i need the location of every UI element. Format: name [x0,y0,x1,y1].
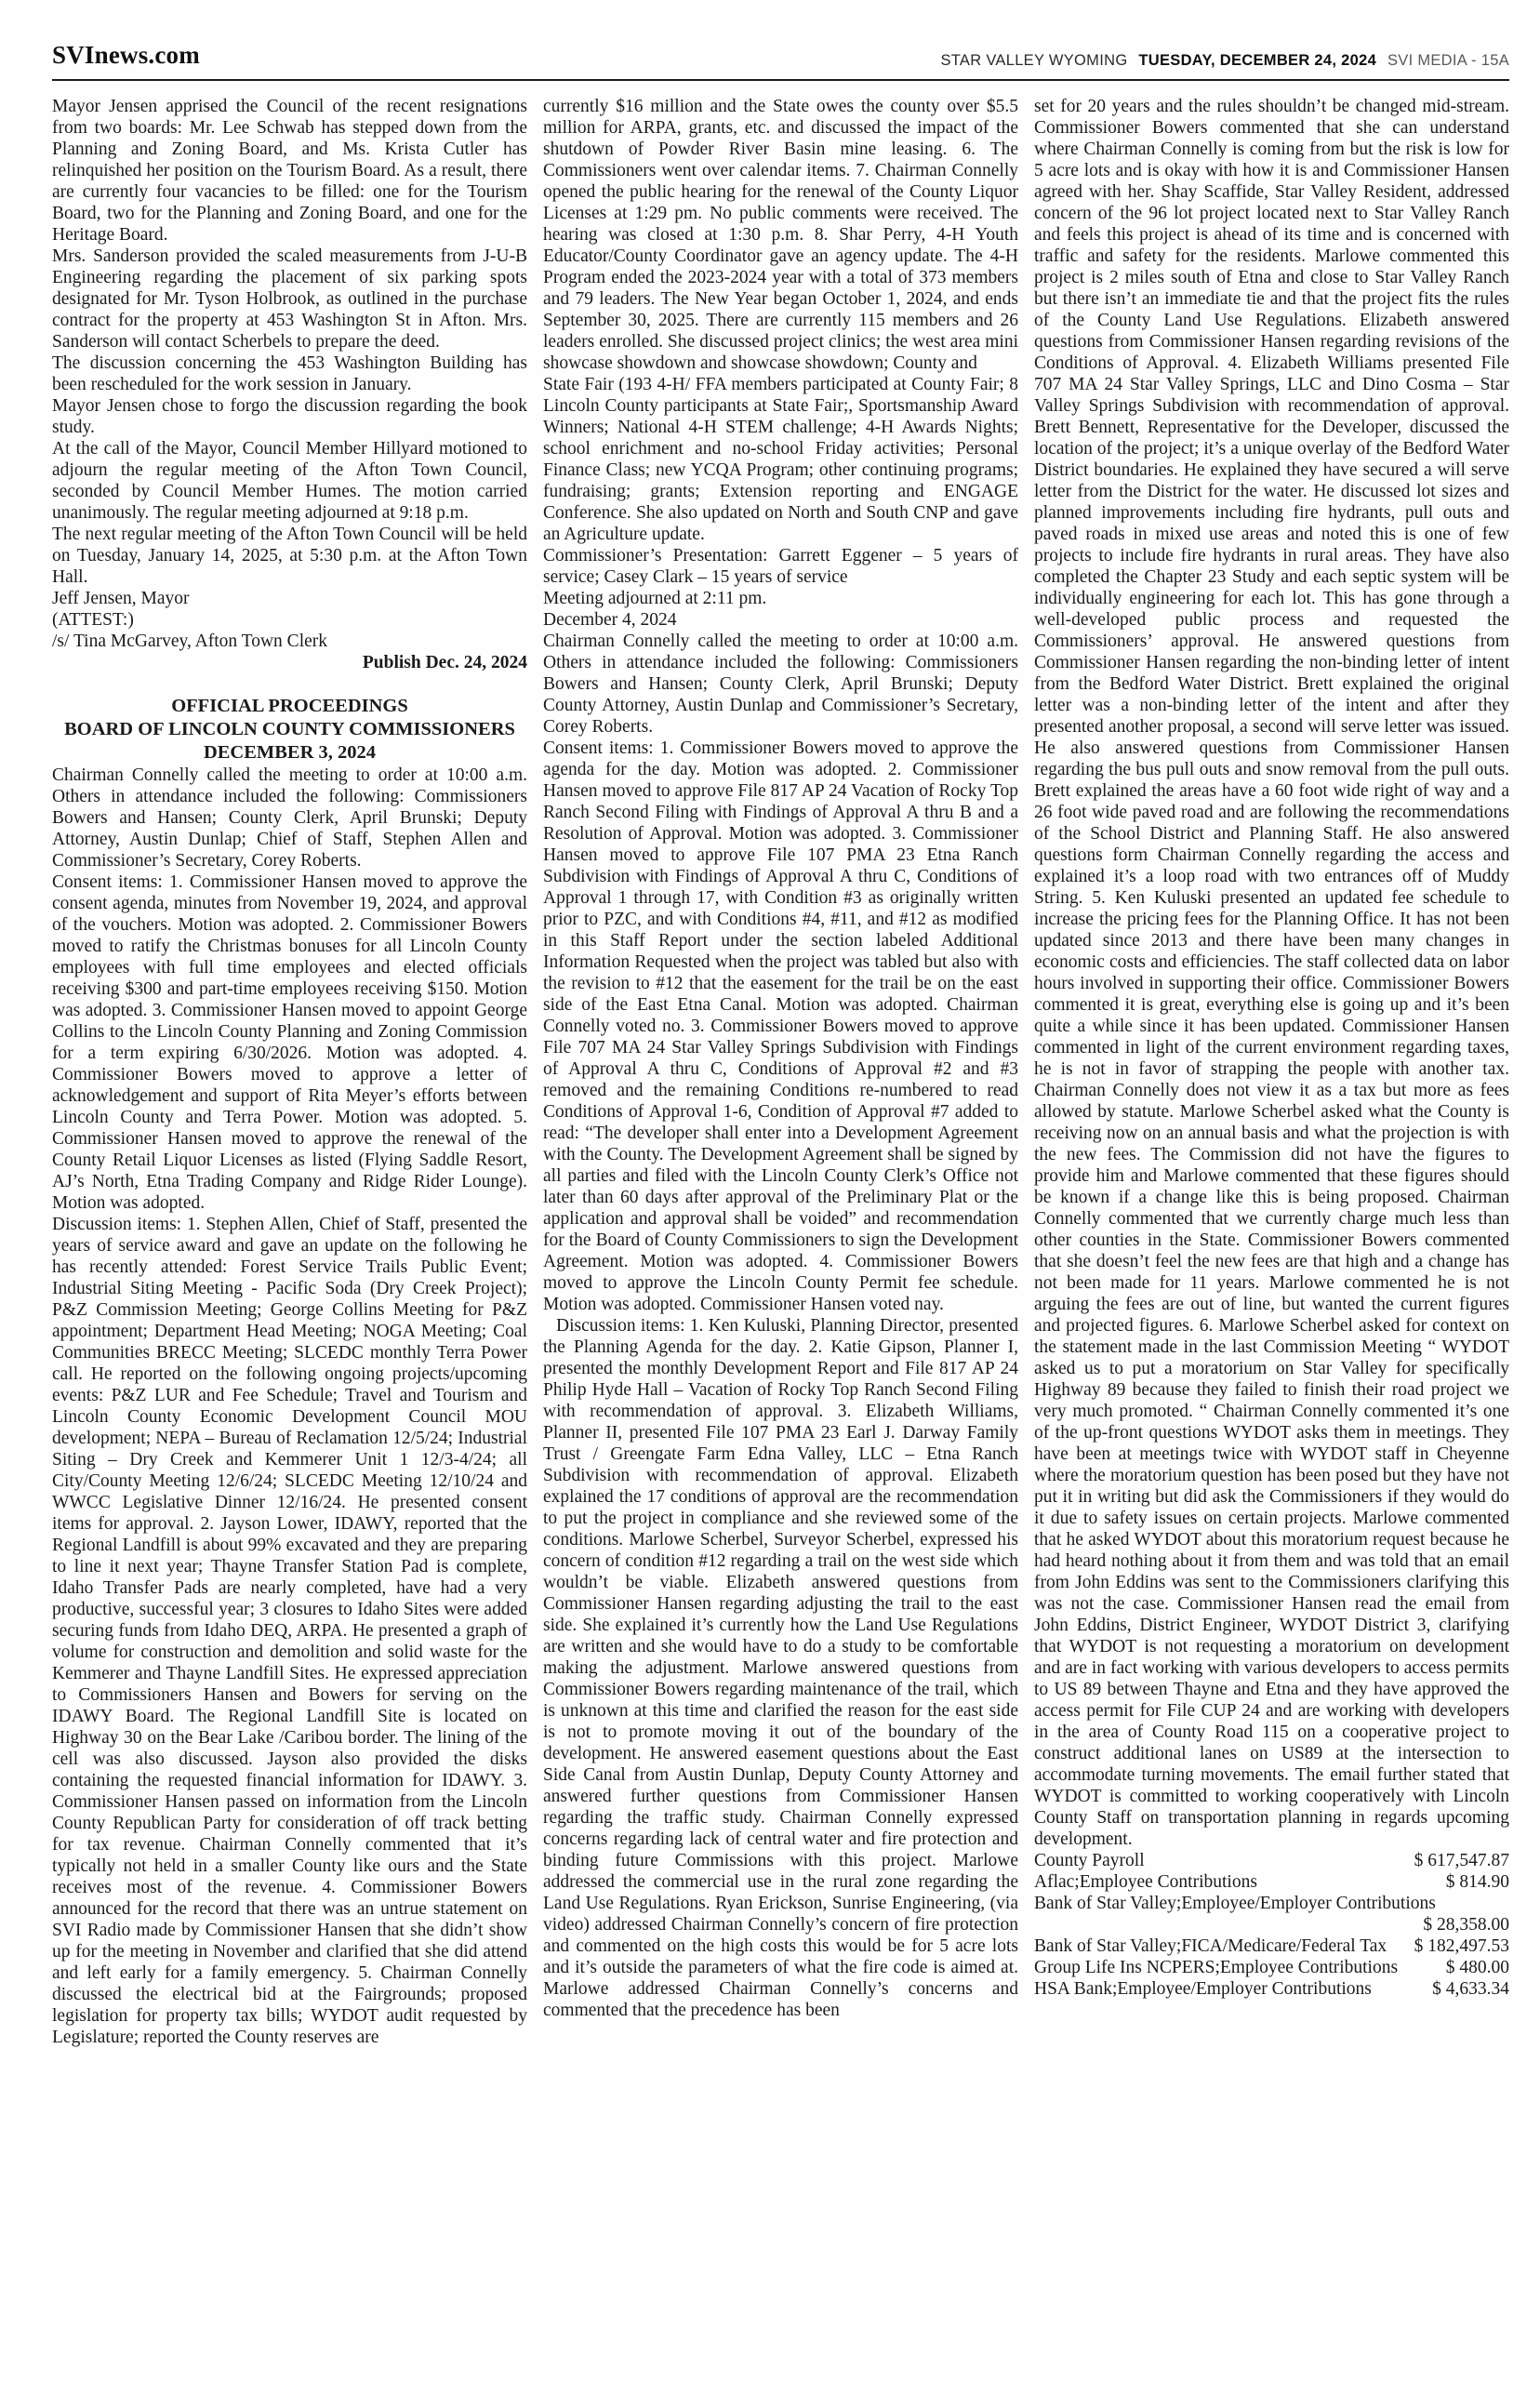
paragraph: Consent items: 1. Commissioner Hansen moved to approve the consent agenda, minutes from November 19, 2024, and approval of the vouchers. Motion was adopted. 2. Commissioner Bowers moved to ratify the Christmas bonuses for all Lincoln County employees with full time employees and elected officials receiving $300 and part-time employees receiving $150. Motion was adopted. 3. Commissioner Hansen moved to appoint George Collins to the Lincoln County Planning and Zoning Commission for a term expiring 6/30/2026. Motion was adopted. 4. Commissioner Bowers moved to approve a letter of acknowledgement and support of Rita Meyer’s efforts between Lincoln County and Terra Power. Motion was adopted. 5. Commissioner Hansen moved to approve the renewal of the County Retail Liquor Licenses as listed (Flying Saddle Resort, AJ’s North, Etna Trading Company and Ridge Rider Lounge). Motion was adopted. [52,872,527,1213]
financial-label: Bank of Star Valley;FICA/Medicare/Federal Tax [1034,1936,1387,1956]
masthead-right [940,52,1509,70]
section-heading-title: OFFICIAL PROCEEDINGS [171,696,408,716]
financial-label: County Payroll [1034,1851,1145,1870]
article-columns [0,81,1540,2048]
paragraph: Consent items: 1. Commissioner Bowers moved to approve the agenda for the day. Motion was adopted. 2. Commissioner Hansen moved to approve File 817 AP 24 Vacation of Rocky Top Ranch Second Filing with Findings of Approval A thru B and a Resolution of Approval. Motion was adopted. 3. Commissioner Hansen moved to approve File 107 PMA 23 Etna Ranch Subdivision with Findings of Approval A thru C, Conditions of Approval 1 through 17, with Condition #3 as originally written prior to PZC, and with Conditions #4, #11, and #12 as modified in this Staff Report under the section labeled Additional Information Requested when the project was tabled but also with the revision to #12 that the easement for the trail be on the east side of the East Etna Canal. Motion was adopted. Chairman Connelly voted no. 3. Commissioner Bowers moved to approve File 707 MA 24 Star Valley Springs Subdivision with Findings of Approval A thru C, Conditions of Approval #2 and #3 removed and the remaining Conditions re-numbered to read Conditions of Approval 1-6, Condition of Approval #7 added to read: “The developer shall enter into a Development Agreement with the County. The Development Agreement shall be signed by all parties and filed with the Lincoln County Clerk’s Office not later than 60 days after approval of the Preliminary Plat or the application and approval shall be voided” and recommendation for the Board of County Commissioners to sign the Development Agreement. Motion was adopted. 4. Commissioner Bowers moved to approve the Lincoln County Permit fee schedule. Motion was adopted. Commissioner Hansen voted nay. [543,738,1018,1314]
financial-row [1034,1871,1509,1893]
signature-line: Jeff Jensen, Mayor [52,589,190,608]
column-3 [1034,96,1509,2048]
financial-amount: $ 617,547.87 [1414,1851,1509,1870]
financial-label: HSA Bank;Employee/Employer Contributions [1034,1979,1372,1999]
paragraph: Discussion items: 1. Stephen Allen, Chief of Staff, presented the years of service award and gave an update on the following he has recently attended: Forest Service Trails Public Event; Industrial Siting Meeting - Pacific Soda (Dry Creek Project); P&Z Commission Meeting; George Collins Meeting for P&Z appointment; Department Head Meeting; NOGA Meeting; Coal Communities BRECC Meeting; SLCEDC monthly Terra Power call. He reported on the following ongoing projects/upcoming events: P&Z LUR and Fee Schedule; Travel and Tourism and Lincoln County Economic Development Council MOU development; NEPA – Bureau of Reclamation 12/5/24; Industrial Siting – Dry Creek and Kemmerer Unit 1 12/3-4/24; all City/County Meeting 12/6/24; SLCEDC Meeting 12/10/24 and WWCC Legislative Dinner 12/16/24. He presented consent items for approval. 2. Jayson Lower, IDAWY, reported that the Regional Landfill is about 99% excavated and they are preparing to line it next year; Thayne Transfer Station Pad is complete, Idaho Transfer Pads are nearly completed, have had a very productive, successful year; 3 closures to Idaho Sites were added securing funds from Idaho DEQ, ARPA. He presented a graph of volume for construction and demolition and solid waste for the Kemmerer and Thayne Landfill Sites. He expressed appreciation to Commissioners Hansen and Bowers for serving on the IDAWY Board. The Regional Landfill Site is located on Highway 30 on the Bear Lake /Caribou border. The lining of the cell was also discussed. Jayson also provided the disks containing the requested financial information for IDAWY. 3. Commissioner Hansen passed on information from the Lincoln County Republican Party for consideration of off track betting for tax revenue. Chairman Connelly commented that it’s typically not held in a smaller County like ours and the State receives most of the revenue. 4. Commissioner Bowers announced for the record that there was an untrue statement on SVI Radio made by Commissioner Hansen that she didn’t show up for the meeting in November and clarified that she did attend and left early for a family emergency. 5. Chairman Connelly discussed the electrical bid at the Fairgrounds; proposed legislation for property tax bills; WYDOT audit requested by Legislature; reported the County reserves are [52,1215,527,2047]
section-heading-block [52,695,527,765]
paragraph: Chairman Connelly called the meeting to order at 10:00 a.m. Others in attendance included the following: Commissioners Bowers and Hansen; County Clerk, April Brunski; Deputy County Attorney, Austin Dunlap and Commissioner’s Secretary, Corey Roberts. [543,632,1018,737]
financial-amount: $ 480.00 [1445,1958,1509,1977]
paragraph: The next regular meeting of the Afton Town Council will be held on Tuesday, January 14, 2025, at 5:30 p.m. at the Afton Town Hall. [52,525,527,587]
masthead-location: STAR VALLEY WYOMING [940,52,1128,69]
financial-row [1034,1935,1509,1957]
financial-label: Bank of Star Valley;Employee/Employer Contributions [1034,1894,1436,1913]
financial-amount: $ 4,633.34 [1432,1979,1509,1999]
financial-row [1034,1978,1509,2000]
masthead-date: TUESDAY, DECEMBER 24, 2024 [1138,52,1377,69]
financial-row [1034,1850,1509,1871]
financial-row [1034,1893,1509,1935]
column-1 [52,96,527,2048]
financial-amount: $ 814.90 [1445,1872,1509,1892]
financial-label: Group Life Ins NCPERS;Employee Contributions [1034,1958,1399,1977]
paragraph: Mayor Jensen apprised the Council of the recent resignations from two boards: Mr. Lee Schwab has stepped down from the Planning and Zoning Board, and Ms. Krista Cutler has relinquished her position on the Tourism Board. As a result, there are currently four vacancies to be filled: one for the Tourism Board, two for the Planning and Zoning Board, and one for the Heritage Board. [52,97,527,245]
column-2 [543,96,1018,2048]
masthead [0,0,1540,79]
paragraph: Commissioner’s Presentation: Garrett Eggener – 5 years of service; Casey Clark – 15 years of service [543,546,1018,587]
meeting-date-line: December 4, 2024 [543,610,677,630]
masthead-page-number: SVI MEDIA - 15A [1387,52,1509,69]
paragraph: set for 20 years and the rules shouldn’t be changed mid-stream. Commissioner Bowers commented that she can understand where Chairman Connelly is coming from but the risk is low for 5 acre lots and is okay with how it is and Commissioner Hansen agreed with her. Shay Scaffide, Star Valley Resident, addressed concern of the 96 lot project located next to Star Valley Ranch and feels this project is ahead of its time and is concerned with traffic and safety for the residents. Marlowe commented this project is 2 miles south of Etna and close to Star Valley Ranch but there isn’t an immediate tie and that the project fits the rules of the County Land Use Regulations. Elizabeth answered questions from Commissioner Hansen regarding revisions of the Conditions of Approval. 4. Elizabeth Williams presented File 707 MA 24 Star Valley Springs, LLC and Dino Cosma – Star Valley Springs Subdivision with recommendation of approval. Brett Bennett, Representative for the Developer, discussed the location of the project; it’s a unique overlay of the Bedford Water District boundaries. He explained they have secured a will serve letter from the District for the water. He discussed lot sizes and planned improvements including fire hydrants, pull outs and paved roads in mixed use areas and noted this is one of few projects to include fire hydrants in rural areas. They have also completed the Chapter 23 Study and each septic system will be individually engineering for each lot. This has gone through a well-developed public process and requested the Commissioners’ approval. He answered questions from Commissioner Hansen regarding the non-binding letter of intent from the Bedford Water District. Brett explained the original letter was a non-binding letter of the intent and after they presented another proposal, a second will serve letter was issued. He also answered questions from Commissioner Hansen regarding the bus pull outs and snow removal from the pull outs. Brett explained the areas have a 60 foot wide right of way and a 26 foot wide paved road and are following the recommendations of the School District and Planning Staff. He also answered questions form Chairman Connelly regarding the access and explained it’s a loop road with two entrances off of Muddy String. 5. Ken Kuluski presented an updated fee schedule to increase the pricing fees for the Planning Office. It has not been updated since 2013 and there have been many changes in economic costs and efficiencies. The staff collected data on labor hours involved in supporting their office. Commissioner Bowers commented it is great, everything else is going up and it’s been quite a while since it has been updated. Commissioner Hansen commented in light of the current environment regarding taxes, he is not in favor of strapping the people with another tax. Chairman Connelly does not view it as a tax but more as fees allowed by statute. Marlowe Scherbel asked what the County is receiving now on an annual basis and what the projection is with the new fees. The Commission did not have the figures to provide him and Marlowe commented that these figures should be known if a change like this is being proposed. Chairman Connelly commented that we currently charge much less than other counties in the State. Commissioner Bowers commented that she doesn’t feel the new fees are that high and a change has not been made for 11 years. Marlowe commented he is not arguing the fees are out of line, but wanted the current figures and projected figures. 6. Marlowe Scherbel asked for context on the statement made in the last Commission Meeting “ WYDOT asked us to put a moratorium on Star Valley for specifically Highway 89 because they failed to finish their road project we very much promoted. “ Chairman Connelly commented it’s one of the up-front questions WYDOT asks them in meetings. They have been at meetings twice with WYDOT staff in Cheyenne where the moratorium question has been posed but they have not put it in writing but did ask the Commissioners if they would do it due to safety issues on certain projects. Marlowe commented that he asked WYDOT about this moratorium request because he had heard nothing about it from them and was told that an email from John Eddins was sent to the Commissioners clarifying this was not the case. Commissioner Hansen read the email from John Eddins, District Engineer, WYDOT District 3, clarifying that WYDOT is not requesting a moratorium on development and are in fact working with various developers to access permits to US 89 between Thayne and Etna and they have approved the access permit for File CUP 24 and are working with developers in the area of County Road 115 on a cooperative project to construct additional lanes on US89 at the intersection to accommodate turning movements. The email further stated that WYDOT is committed to working cooperatively with Lincoln County Staff on transportation planning in regards upcoming development. [1034,97,1509,1849]
section-heading-date: DECEMBER 3, 2024 [203,742,377,763]
financial-amount: $ 182,497.53 [1414,1936,1509,1956]
section-heading-board: BOARD OF LINCOLN COUNTY COMMISSIONERS [64,719,515,739]
attest-line: (ATTEST:) [52,610,134,630]
paragraph: At the call of the Mayor, Council Member Hillyard motioned to adjourn the regular meeting of the Afton Town Council, seconded by Council Member Humes. The motion carried unanimously. The regular meeting adjourned at 9:18 p.m. [52,439,527,523]
paragraph: Mayor Jensen chose to forgo the discussion regarding the book study. [52,396,527,437]
paragraph: The discussion concerning the 453 Washington Building has been rescheduled for the work session in January. [52,353,527,394]
financial-row [1034,1957,1509,1978]
paragraph: currently $16 million and the State owes the county over $5.5 million for ARPA, grants, etc. and discussed the impact of the shutdown of Powder River Basin mine leasing. 6. The Commissioners went over calendar items. 7. Chairman Connelly opened the public hearing for the renewal of the County Liquor Licenses at 1:29 pm. No public comments were received. The hearing was closed at 1:30 p.m. 8. Shar Perry, 4-H Youth Educator/County Coordinator gave an agency update. The 4-H Program ended the 2023-2024 year with a total of 373 members and 79 leaders. The New Year began October 1, 2024, and ends September 30, 2025. There are currently 115 members and 26 leaders enrolled. She discussed project clinics; the west area mini showcase showdown and showcase showdown; County and [543,97,1018,373]
financial-amount: $ 28,358.00 [1423,1915,1509,1935]
clerk-signature-line: /s/ Tina McGarvey, Afton Town Clerk [52,632,328,651]
paragraph: Meeting adjourned at 2:11 pm. [543,589,767,608]
site-name: SVInews.com [52,41,200,69]
paragraph: State Fair (193 4-H/ FFA members participated at County Fair; 8 Lincoln County participants at State Fair;, Sportsmanship Award Winners; National 4-H STEM challenge; 4-H Awards Nights; school enrichment and no-school Friday activities; Personal Finance Class; new YCQA Program; other continuing programs; fundraising; grants; Extension reporting and ENGAGE Conference. She also updated on North and South CNP and gave an Agriculture update. [543,375,1018,544]
financial-table [1034,1850,1509,2000]
paragraph: Discussion items: 1. Ken Kuluski, Planning Director, presented the Planning Agenda for the day. 2. Katie Gipson, Planner I, presented the monthly Development Report and File 817 AP 24 Philip Hyde Hall – Vacation of Rocky Top Ranch Second Filing with recommendation of approval. 3. Elizabeth Williams, Planner II, presented File 107 PMA 23 Earl J. Darway Family Trust / Greengate Farm Edna Valley, LLC – Etna Ranch Subdivision with recommendation of approval. Elizabeth explained the 17 conditions of approval are the recommendation to put the project in compliance and she reviewed some of the conditions. Marlowe Scherbel, Surveyor Scherbel, expressed his concern of condition #12 regarding a trail on the west side which wouldn’t be viable. Elizabeth answered questions from Commissioner Hansen regarding adjusting the trail to the east side. She explained it’s currently how the Land Use Regulations are written and she would have to do a study to be comfortable making the adjustment. Marlowe answered questions from Commissioner Bowers regarding maintenance of the trail, which is unknown at this time and clarified the reason for the east side is not to promote moving it out of the boundary of the development. He answered easement questions about the East Side Canal from Austin Dunlap, Deputy County Attorney and answered further questions from Commissioner Hansen regarding the traffic study. Chairman Connelly expressed concerns regarding lack of central water and fire protection and binding future Commissions with this project. Marlowe addressed the commercial use in the rural zone regarding the Land Use Regulations. Ryan Erickson, Sunrise Engineering, (via video) addressed Chairman Connelly’s concern of fire protection and commented on the high costs this would be for 5 acre lots and it’s outside the parameters of what the fire code is aimed at. Marlowe addressed Chairman Connelly’s concerns and commented that the precedence has been [543,1316,1018,2020]
financial-label: Aflac;Employee Contributions [1034,1872,1257,1892]
paragraph: Chairman Connelly called the meeting to order at 10:00 a.m. Others in attendance included the following: Commissioners Bowers and Hansen; County Clerk, April Brunski; Deputy Attorney, Austin Dunlap; Chief of Staff, Stephen Allen and Commissioner’s Secretary, Corey Roberts. [52,765,527,871]
paragraph: Mrs. Sanderson provided the scaled measurements from J-U-B Engineering regarding the placement of six parking spots designated for Mr. Tyson Holbrook, as outlined in the purchase contract for the property at 453 Washington St in Afton. Mrs. Sanderson will contact Scherbels to prepare the deed. [52,246,527,352]
publish-line: Publish Dec. 24, 2024 [362,653,527,672]
